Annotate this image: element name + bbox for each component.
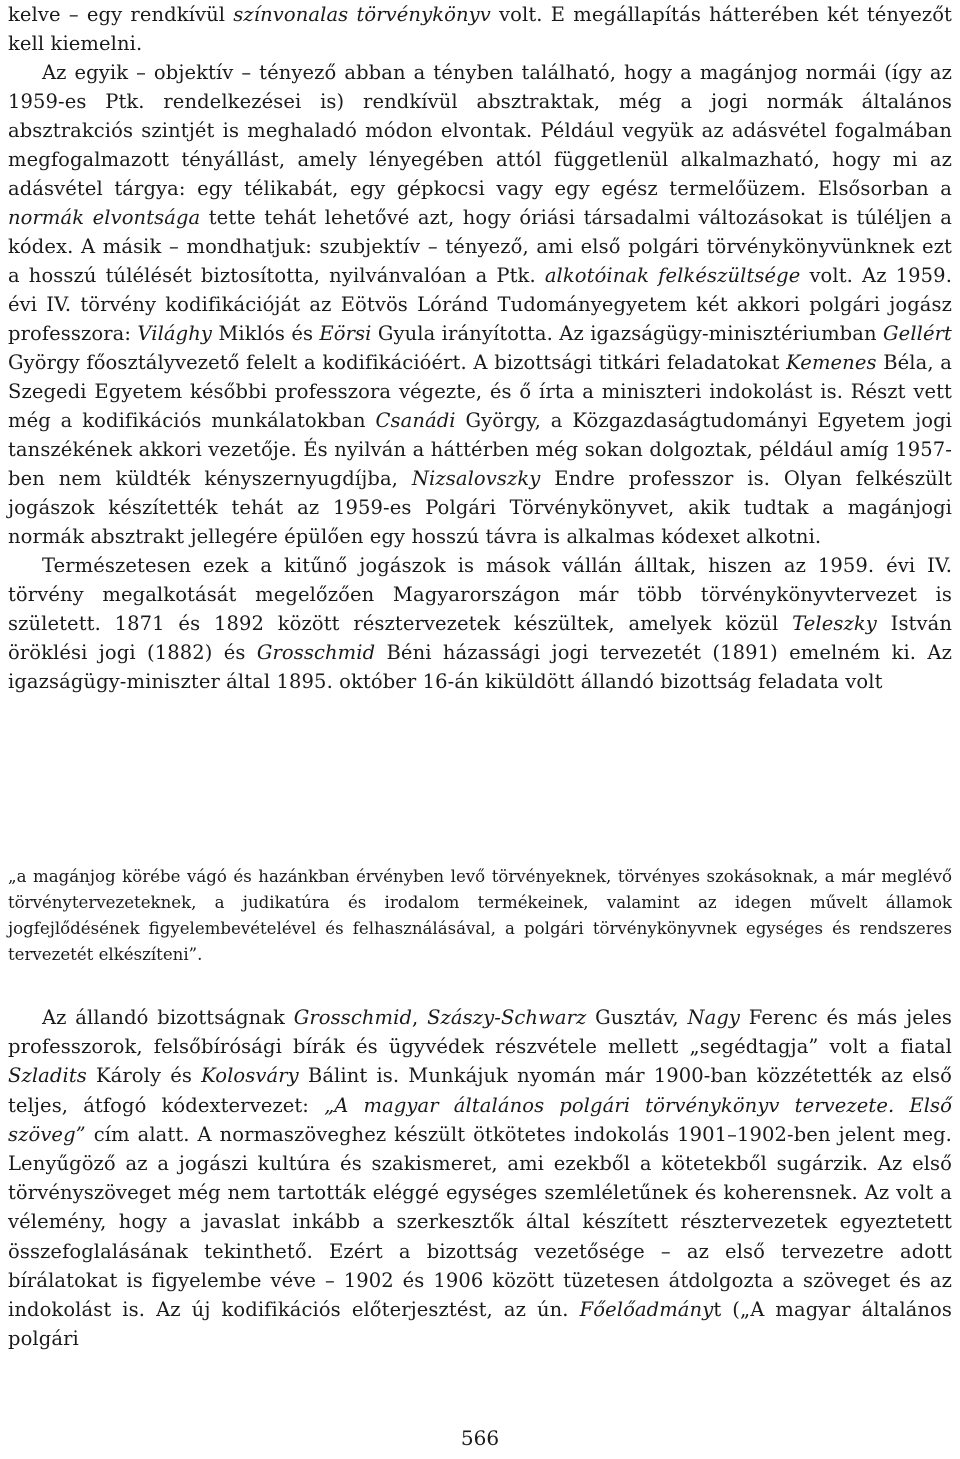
italic-name: Kolosváry (201, 1064, 299, 1088)
page-number: 566 (460, 1426, 500, 1450)
italic-phrase: normák elvontsága (8, 206, 201, 229)
block-quote: „a magánjog körébe vágó és hazánkban érvényben levő törvényeknek, törvényes szokásoknak, a már meglévő törvénytervezeteknek, a judikatúra és irodalom termékeinek, valamint az idegen művelt államok jogfejlődésének figyelembevételével és felhasználásával, a polgári törvénykönyvnek egységes és rendszeres tervezetét elkészíteni”. (8, 867, 952, 964)
italic-name: Grosschmid (293, 1006, 413, 1029)
italic-name: Szászy-Schwarz (427, 1006, 587, 1029)
italic-name: Grosschmid (256, 641, 376, 664)
paragraph-2: Az egyik – objektív – tényező abban a tényben található, hogy a magánjog normái (így az 1959-es Ptk. rendelkezései is) rendkívül absztraktak, még a jogi normák általános absztrakciós szintjét is meghaladó módon elvontak. Például vegyük az adásvétel fogalmában megfogalmazott tényállást, amely lényegében attól függetlenül alkalmazható, hogy mi az adásvétel tárgya: egy télikabát, egy gépkocsi vagy egy egész termelőüzem. Elsősorban a normák elvontsága tette tehát lehetővé azt, hogy óriási társadalmi változásokat is túléljen a kódex. A másik – mondhatjuk: szubjektív – tényező, ami első polgári törvénykönyvünknek ezt a hosszú túlélését biztosította, nyilvánvalóan a Ptk. alkotóinak felkészültsége volt. Az 1959. évi IV. törvény kodifikációját az Eötvös Lóránd Tudományegyetem két akkori polgári jogász professzora: Világhy Miklós és Eörsi Gyula irányította. Az igazságügy-minisztériumban Gellért György főosztályvezető felelt a kodifikációért. A bizottsági titkári feladatokat Kemenes Béla, a Szegedi Egyetem későbbi professzora végezte, és ő írta a miniszteri indokolást is. Részt vett még a kodifikációs munkálatokban Csanádi György, a Közgazdaságtudományi Egyetem jogi tanszékének akkori vezetője. És nyilván a háttérben még sokan dolgoztak, például amíg 1957-ben nem küldték kényszernyugdíjba, Nizsalovszky Endre professzor is. Olyan felkészült jogászok készítették tehát az 1959-es Polgári Törvénykönyvet, akik tudtak a magánjogi normák absztrakt jellegére épülően egy hosszú távra is alkalmas kódexet alkotni. (8, 61, 953, 548)
italic-term: Főelőadmány (579, 1298, 714, 1322)
italic-name: Csanádi (375, 409, 456, 432)
italic-name: Világhy (137, 322, 213, 345)
italic-phrase: alkotóinak felkészültsége (544, 264, 801, 287)
italic-name: Nizsalovszky (411, 467, 541, 490)
paragraph-3: Természetesen ezek a kitűnő jogászok is mások vállán álltak, hiszen az 1959. évi IV. törvény megalkotását megelőzően Magyarországon már több törvénykönyvtervezet is született. 1871 és 1892 között résztervezetek készültek, amelyek közül Teleszky István öröklési jogi (1882) és Grosschmid Béni házassági jogi tervezetét (1891) emelném ki. Az igazságügy-miniszter által 1895. október 16-án kiküldött állandó bizottság feladata volt (8, 554, 952, 693)
paragraph-4: Az állandó bizottságnak Grosschmid, Szászy-Schwarz Gusztáv, Nagy Ferenc és más jeles professzorok, felsőbírósági bírák és ügyvédek részvétele mellett „segédtagja” volt a fiatal Szladits Károly és Kolosváry Bálint is. Munkájuk nyomán már 1900-ban közzétették az első teljes, átfogó kódextervezet: „A magyar általános polgári törvénykönyv tervezete. Első szöveg” cím alatt. A normaszöveghez készült ötkötetes indokolás 1901–1902-ben jelent meg. Lenyűgöző az a jogászi kultúra és szakismeret, ami ezekből a kötetekből sugárzik. Az első törvényszöveget még nem tartották eléggé egységes szemléletűnek és koherensnek. Az volt a vélemény, hogy a javaslat inkább a szerkesztők által készített résztervezetek egyeztetett összefoglalásának tekinthető. Ezért a bizottság vezetősége – az első tervezetre adott bírálatokat is figyelembe véve – 1902 és 1906 között tüzetesen átdolgozta a szöveget és az indokolást is. Az új kodifikációs előterjesztést, az ún. Főelőadmányt („A magyar általános polgári (8, 1006, 952, 1351)
italic-name: Szladits (8, 1064, 87, 1088)
italic-name: Eörsi (319, 322, 372, 345)
italic-name: Nagy (687, 1006, 741, 1029)
italic-name: Kemenes (786, 351, 877, 374)
italic-title: „A magyar általános polgári törvénykönyv tervezete. Első szöveg” (8, 1093, 952, 1146)
italic-name: Teleszky (792, 612, 877, 635)
italic-phrase: színvonalas törvénykönyv (233, 3, 491, 26)
italic-name: Gellért (883, 322, 952, 345)
body-text (8, 0, 952, 696)
paragraph-1: kelve – egy rendkívül színvonalas törvénykönyv volt. E megállapítás hátterében két tényezőt kell kiemelni. (8, 3, 952, 55)
